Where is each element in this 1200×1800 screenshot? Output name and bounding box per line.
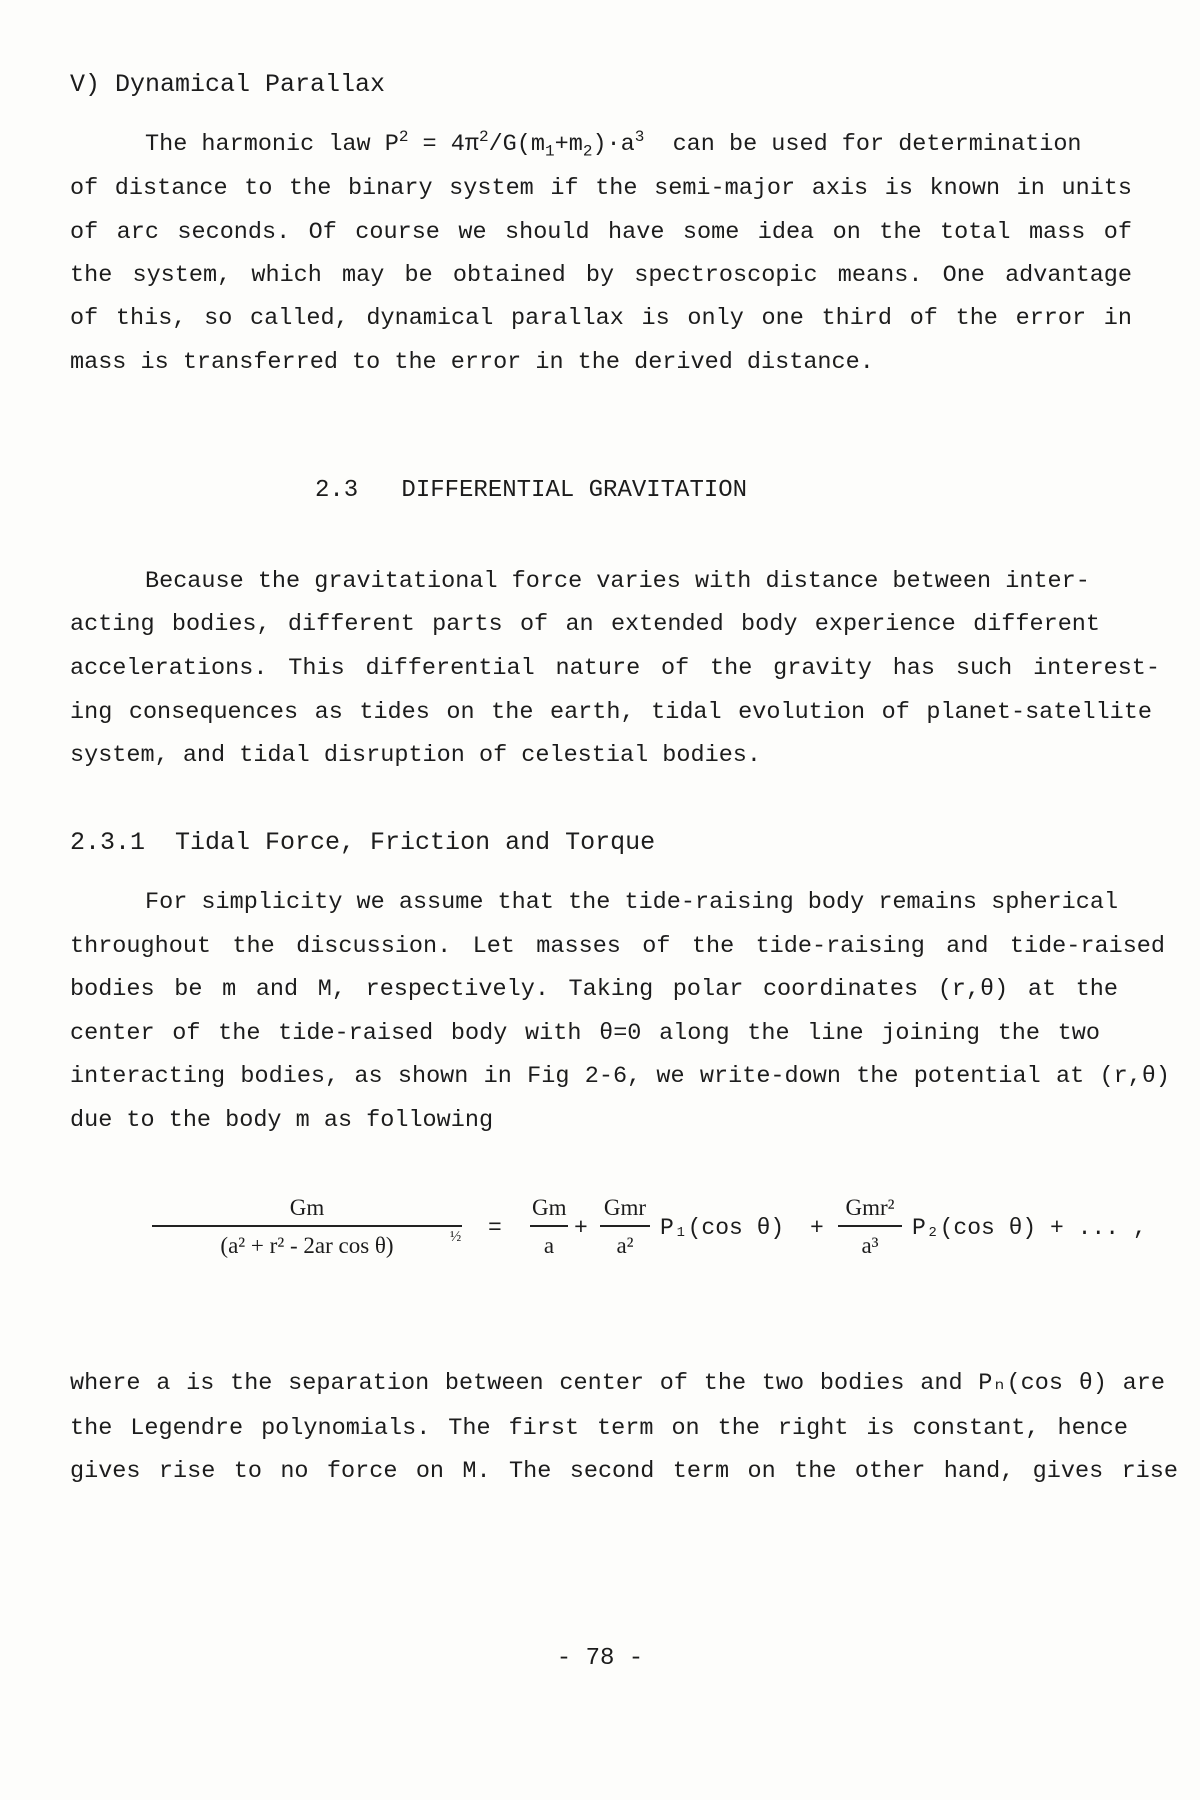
denominator: a [543,1233,555,1258]
paragraph-line: gives rise to no force on M. The second term on the other hand, gives rise [70,1458,1178,1485]
term3-fraction [838,1195,902,1259]
text: )·a [592,131,635,158]
exponent: ½ [450,1229,462,1245]
subscript: 1 [545,142,555,161]
paragraph-line: Because the gravitational force varies with distance between inter- [145,568,1090,595]
paragraph-line: of distance to the binary system if the semi-major axis is known in units [70,175,1132,202]
equals-sign: = [488,1215,502,1241]
paragraph-line: where a is the separation between center of the two bodies and Pₙ(cos θ) are [70,1370,1165,1397]
paragraph-line: bodies be m and M, respectively. Taking polar coordinates (r,θ) at the [70,976,1118,1003]
harmonic-law-line [145,130,1132,160]
text: can be used for determination [644,131,1082,158]
paragraph-line: mass is transferred to the error in the derived distance. [70,349,874,376]
term2-fraction [600,1195,650,1259]
numerator: Gmr [600,1195,650,1227]
plus-sign: + [810,1215,824,1241]
paragraph-line: of this, so called, dynamical parallax is only one third of the error in [70,305,1132,332]
paragraph-line: throughout the discussion. Let masses of the tide-raising and tide-raised [70,933,1165,960]
page-number: - 78 - [556,1645,644,1672]
paragraph-line: ing consequences as tides on the earth, tidal evolution of planet-satellite [70,699,1152,726]
paragraph-line: interacting bodies, as shown in Fig 2-6, we write-down the potential at (r,θ) [70,1063,1170,1090]
numerator: Gm [530,1195,568,1227]
paragraph-line: the Legendre polynomials. The first term on the right is constant, hence [70,1415,1128,1442]
numerator: Gm [152,1195,462,1227]
lhs-fraction [152,1195,462,1259]
paragraph-line: accelerations. This differential nature of the gravity has such interest- [70,655,1160,682]
text: +m [554,131,583,158]
section-title-dynamical-parallax: V) Dynamical Parallax [70,70,386,99]
plus-sign: + [574,1215,588,1241]
numerator: Gmr² [838,1195,902,1227]
superscript: 3 [634,128,645,147]
paragraph-line: the system, which may be obtained by spectroscopic means. One advantage [70,262,1132,289]
paragraph-line: center of the tide-raised body with θ=0 along the line joining the two [70,1020,1100,1047]
denominator: a³ [861,1233,879,1258]
paragraph-line: acting bodies, different parts of an extended body experience different [70,611,1100,638]
paragraph-line: For simplicity we assume that the tide-raising body remains spherical [145,889,1119,916]
text: The harmonic law P [145,131,399,158]
section-heading-2-3: 2.3 DIFFERENTIAL GRAVITATION [315,477,748,504]
superscript: 2 [398,128,409,147]
paragraph-line: of arc seconds. Of course we should have some idea on the total mass of [70,219,1132,246]
subscript: 2 [582,142,593,161]
denominator: a² [616,1233,634,1258]
text: /G(m [488,131,545,158]
text: = 4π [408,131,479,158]
term1-fraction [530,1195,568,1259]
denominator: (a² + r² - 2ar cos θ) [220,1233,394,1258]
legendre-p1: P₁(cos θ) [660,1215,785,1241]
paragraph-line: due to the body m as following [70,1107,494,1134]
subsection-heading-2-3-1: 2.3.1 Tidal Force, Friction and Torque [70,828,656,857]
potential-expansion-equation [150,1195,1180,1275]
superscript: 2 [478,128,489,147]
paragraph-line: system, and tidal disruption of celestial bodies. [70,742,762,769]
legendre-p2: P₂(cos θ) + ... , [912,1215,1147,1241]
